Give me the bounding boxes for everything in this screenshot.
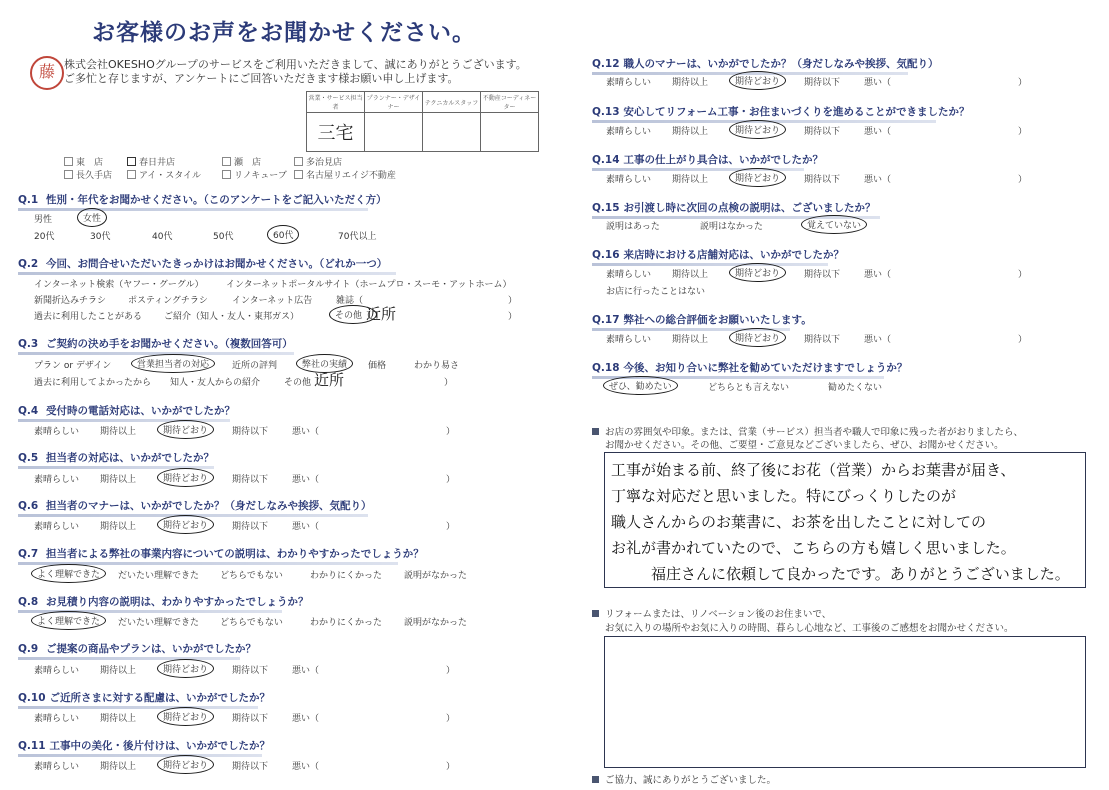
company-seal-stamp: 藤	[30, 56, 64, 90]
q5-option-bad[interactable]: 悪い（	[292, 475, 320, 485]
q10-option-above[interactable]: 期待以上	[100, 714, 137, 724]
q10-option-bad[interactable]: 悪い（	[292, 714, 320, 724]
q5-option-above[interactable]: 期待以上	[100, 475, 137, 485]
staff-header-sales: 営業・サービス担当者	[307, 92, 365, 113]
q17-paren-close: ）	[1018, 335, 1028, 345]
q14-option-below[interactable]: 期待以下	[804, 175, 841, 185]
q7-option-fully-understood-selected[interactable]: よく理解できた	[31, 564, 106, 583]
q3-option-sales-staff-selected[interactable]: 営業担当者の対応	[131, 354, 215, 373]
comment1-line: 福庄さんに依頼して良かったです。ありがとうございました。	[651, 565, 1070, 583]
q16-option-never-visited[interactable]: お店に行ったことはない	[606, 287, 706, 297]
checkmark-icon	[127, 157, 136, 166]
q3-option-used-before[interactable]: 過去に利用してよかったから	[34, 378, 152, 388]
square-bullet-icon	[592, 610, 599, 617]
square-bullet-icon	[592, 428, 599, 435]
q2-option-portal[interactable]: インターネットポータルサイト（ホームプロ・スーモ・アットホーム）	[226, 280, 512, 290]
q9-option-below[interactable]: 期待以下	[232, 666, 269, 676]
q1-option-40s[interactable]: 40代	[152, 232, 173, 242]
question-9: Q.9 ご提案の商品やプランは、いかがでしたか？	[18, 641, 240, 660]
q14-option-above[interactable]: 期待以上	[672, 175, 709, 185]
staff-value-realestate[interactable]	[481, 113, 539, 152]
q13-option-below[interactable]: 期待以下	[804, 127, 841, 137]
q7-option-no-explanation[interactable]: 説明がなかった	[404, 571, 468, 581]
q17-option-bad[interactable]: 悪い（	[864, 335, 892, 345]
q12-option-below[interactable]: 期待以下	[804, 78, 841, 88]
comment1-line: お礼が書かれていたので、こちらの方も嬉しく思いました。	[611, 539, 1016, 557]
q13-option-bad[interactable]: 悪い（	[864, 127, 892, 137]
q3-option-plan-design[interactable]: プラン or デザイン	[34, 361, 112, 371]
q12-option-excellent[interactable]: 素晴らしい	[606, 78, 652, 88]
q12-option-above[interactable]: 期待以上	[672, 78, 709, 88]
q1-option-female-selected[interactable]: 女性	[77, 208, 107, 227]
q14-paren-close: ）	[1018, 175, 1028, 185]
q1-option-70s-plus[interactable]: 70代以上	[338, 232, 377, 242]
q1-option-20s[interactable]: 20代	[34, 232, 55, 242]
q6-option-above[interactable]: 期待以上	[100, 522, 137, 532]
checkbox-icon	[222, 157, 231, 166]
q2-option-posting-flyer[interactable]: ポスティングチラシ	[128, 296, 208, 306]
q11-option-excellent[interactable]: 素晴らしい	[34, 762, 80, 772]
question-5: Q.5 担当者の対応は、いかがでしたか？	[18, 450, 214, 469]
q6-option-below[interactable]: 期待以下	[232, 522, 269, 532]
q1-option-30s[interactable]: 30代	[90, 232, 111, 242]
checkbox-icon	[294, 157, 303, 166]
q2-option-used-before[interactable]: 過去に利用したことがある	[34, 312, 143, 322]
comment1-textarea[interactable]	[604, 452, 1086, 588]
q15-option-not-explained[interactable]: 説明はなかった	[700, 222, 764, 232]
q8-option-no-explanation[interactable]: 説明がなかった	[404, 618, 468, 628]
q11-option-below[interactable]: 期待以下	[232, 762, 269, 772]
q16-option-excellent[interactable]: 素晴らしい	[606, 270, 652, 280]
q11-option-bad[interactable]: 悪い（	[292, 762, 320, 772]
q5-option-as-expected-selected[interactable]: 期待どおり	[157, 468, 214, 487]
comment2-heading-line-1: リフォームまたは、リノベーション後のお住まいで、	[592, 606, 831, 620]
checkbox-icon	[127, 170, 136, 179]
shop-checkbox-tajimi[interactable]: 多治見店	[294, 155, 342, 168]
q2-option-search[interactable]: インターネット検索（ヤフー・グーグル）	[34, 280, 204, 290]
q1-option-50s[interactable]: 50代	[213, 232, 234, 242]
q16-paren-close: ）	[1018, 270, 1028, 280]
comment2-textarea[interactable]	[604, 636, 1086, 768]
question-12: Q.12 職人のマナーは、いかがでしたか？（身だしなみや挨拶、気配り）	[592, 56, 908, 75]
comment1-line: 工事が始まる前、終了後にお花（営業）からお葉書が届き、	[611, 461, 1016, 479]
q14-option-as-expected-selected[interactable]: 期待どおり	[729, 168, 786, 187]
q3-option-clarity[interactable]: わかり易さ	[414, 361, 460, 371]
q1-option-male[interactable]: 男性	[34, 215, 53, 225]
page-title: お客様のお声をお聞かせください。	[92, 20, 476, 46]
checkbox-icon	[294, 170, 303, 179]
staff-value-planner[interactable]	[365, 113, 423, 152]
question-8: Q.8 お見積り内容の説明は、わかりやすかったでしょうか？	[18, 594, 282, 613]
question-6: Q.6 担当者のマナーは、いかがでしたか？（身だしなみや挨拶、気配り）	[18, 498, 368, 517]
q2-paren-close: ）	[508, 296, 518, 306]
q15-option-dont-remember-selected[interactable]: 覚えていない	[801, 215, 867, 234]
q3-option-price[interactable]: 価格	[368, 361, 387, 371]
q18-option-neutral[interactable]: どちらとも言えない	[708, 383, 790, 393]
question-16: Q.16 来店時における店舗対応は、いかがでしたか？	[592, 247, 828, 266]
q16-option-as-expected-selected[interactable]: 期待どおり	[729, 263, 786, 282]
shop-checkbox-kasugai[interactable]: 春日井店	[127, 155, 175, 168]
checkbox-icon	[222, 170, 231, 179]
q10-option-below[interactable]: 期待以下	[232, 714, 269, 724]
q18-option-definitely-recommend-selected[interactable]: ぜひ、勧めたい	[603, 376, 678, 395]
q6-option-excellent[interactable]: 素晴らしい	[34, 522, 80, 532]
intro-line-1: 株式会社OKESHOグループのサービスをご利用いただきまして、誠にありがとうございます。	[64, 58, 527, 71]
comment1-heading-line-1: お店の雰囲気や印象。または、営業（サービス）担当者や職人で印象に残った者がおりましたら、	[592, 424, 1023, 438]
shop-checkbox-nagakute[interactable]: 長久手店	[64, 168, 112, 181]
staff-value-technical[interactable]	[423, 113, 481, 152]
checkbox-icon	[64, 170, 73, 179]
q7-option-mostly[interactable]: だいたい理解できた	[118, 571, 200, 581]
q5-option-below[interactable]: 期待以下	[232, 475, 269, 485]
question-3: Q.3 ご契約の決め手をお聞かせください。（複数回答可）	[18, 336, 294, 355]
intro-line-2: ご多忙と存じますが、アンケートにご回答いただきます様お願い申し上げます。	[64, 72, 459, 85]
q2-option-magazine[interactable]: 雑誌（	[336, 296, 364, 306]
q12-paren-close: ）	[1018, 78, 1028, 88]
q6-option-as-expected-selected[interactable]: 期待どおり	[157, 515, 214, 534]
q12-option-bad[interactable]: 悪い（	[864, 78, 892, 88]
q4-option-bad[interactable]: 悪い（	[292, 427, 320, 437]
q1-option-60s-selected[interactable]: 60代	[267, 225, 299, 244]
staff-table	[306, 91, 539, 152]
comment1-line: 丁寧な対応だと思いました。特にびっくりしたのが	[611, 487, 957, 505]
q16-option-above[interactable]: 期待以上	[672, 270, 709, 280]
q11-option-as-expected-selected[interactable]: 期待どおり	[157, 755, 214, 774]
checkbox-icon	[64, 157, 73, 166]
shop-checkbox-nagoya-reage[interactable]: 名古屋リエイジ不動産	[294, 168, 396, 181]
q17-option-as-expected-selected[interactable]: 期待どおり	[729, 328, 786, 347]
q10-paren-close: ）	[446, 714, 456, 724]
q11-option-above[interactable]: 期待以上	[100, 762, 137, 772]
q13-option-excellent[interactable]: 素晴らしい	[606, 127, 652, 137]
q13-option-above[interactable]: 期待以上	[672, 127, 709, 137]
q16-option-bad[interactable]: 悪い（	[864, 270, 892, 280]
q8-option-mostly[interactable]: だいたい理解できた	[118, 618, 200, 628]
q10-option-excellent[interactable]: 素晴らしい	[34, 714, 80, 724]
staff-value-sales[interactable]: 三宅	[307, 113, 365, 152]
shop-checkbox-istyle[interactable]: アイ・スタイル	[127, 168, 201, 181]
q8-option-unclear[interactable]: わかりにくかった	[310, 618, 383, 628]
q3-option-track-record-selected[interactable]: 弊社の実績	[296, 354, 353, 373]
question-4: Q.4 受付時の電話対応は、いかがでしたか？	[18, 403, 230, 422]
q8-option-neutral[interactable]: どちらでもない	[220, 618, 283, 628]
q9-option-excellent[interactable]: 素晴らしい	[34, 666, 80, 676]
q17-option-below[interactable]: 期待以下	[804, 335, 841, 345]
question-13: Q.13 安心してリフォーム工事・お住まいづくりを進めることができましたか？	[592, 104, 936, 123]
q4-option-below[interactable]: 期待以下	[232, 427, 269, 437]
q7-option-neutral[interactable]: どちらでもない	[220, 571, 283, 581]
q16-option-below[interactable]: 期待以下	[804, 270, 841, 280]
question-14: Q.14 工事の仕上がり具合は、いかがでしたか？	[592, 152, 804, 171]
q7-option-unclear[interactable]: わかりにくかった	[310, 571, 383, 581]
q13-option-as-expected-selected[interactable]: 期待どおり	[729, 120, 786, 139]
q9-paren-close: ）	[446, 666, 456, 676]
q2-option-newspaper-flyer[interactable]: 新聞折込みチラシ	[34, 296, 107, 306]
q4-paren-close: ）	[446, 427, 456, 437]
question-11: Q.11 工事中の美化・後片付けは、いかがでしたか？	[18, 738, 262, 757]
q2-paren-close-2: ）	[508, 312, 518, 322]
q6-paren-close: ）	[446, 522, 456, 532]
shop-checkbox-higashi[interactable]: 東 店	[64, 155, 103, 168]
q14-option-excellent[interactable]: 素晴らしい	[606, 175, 652, 185]
q14-option-bad[interactable]: 悪い（	[864, 175, 892, 185]
q5-paren-close: ）	[446, 475, 456, 485]
q17-option-excellent[interactable]: 素晴らしい	[606, 335, 652, 345]
shop-checkbox-seto[interactable]: 瀬 店	[222, 155, 261, 168]
comment2-heading-line-2: お気に入りの場所やお気に入りの時間、暮らし心地など、工事後のご感想をお聞かせください。	[605, 623, 1014, 634]
q12-option-as-expected-selected[interactable]: 期待どおり	[729, 71, 786, 90]
q3-option-friend-referral[interactable]: 知人・友人からの紹介	[170, 378, 261, 388]
staff-header-technical: テクニカルスタッフ	[423, 92, 481, 113]
comment1-heading-line-2: お聞かせください。その他、ご要望・ご意見などございましたら、ぜひ、お聞かせください。	[605, 440, 1004, 451]
q11-paren-close: ）	[446, 762, 456, 772]
q5-option-excellent[interactable]: 素晴らしい	[34, 475, 80, 485]
q3-option-reputation[interactable]: 近所の評判	[232, 361, 278, 371]
square-bullet-icon	[592, 776, 599, 783]
comment1-line: 職人さんからのお葉書に、お茶を出したことに対しての	[611, 513, 987, 531]
q2-handwritten-answer: 近所	[366, 305, 397, 323]
q13-paren-close: ）	[1018, 127, 1028, 137]
q3-option-other[interactable]: その他（	[284, 378, 321, 388]
q9-option-as-expected-selected[interactable]: 期待どおり	[157, 659, 214, 678]
question-17: Q.17 弊社への総合評価をお願いいたします。	[592, 312, 790, 331]
q15-option-explained[interactable]: 説明はあった	[606, 222, 660, 232]
q2-option-referral[interactable]: ご紹介（知人・友人・東邦ガス）	[164, 312, 300, 322]
q17-option-above[interactable]: 期待以上	[672, 335, 709, 345]
q8-option-fully-understood-selected[interactable]: よく理解できた	[31, 611, 106, 630]
staff-header-realestate: 不動産コーディネーター	[481, 92, 539, 113]
q6-option-bad[interactable]: 悪い（	[292, 522, 320, 532]
q4-option-excellent[interactable]: 素晴らしい	[34, 427, 80, 437]
q4-option-above[interactable]: 期待以上	[100, 427, 137, 437]
q9-option-bad[interactable]: 悪い（	[292, 666, 320, 676]
q3-paren-close: ）	[444, 378, 454, 388]
q2-option-other-selected[interactable]: その他（	[329, 305, 377, 324]
question-1: Q.1 性別・年代をお聞かせください。（このアンケートをご記入いただく方）	[18, 192, 368, 211]
q18-option-not-recommend[interactable]: 勧めたくない	[828, 383, 883, 393]
q10-option-as-expected-selected[interactable]: 期待どおり	[157, 707, 214, 726]
staff-header-planner: プランナー・デザイナー	[365, 92, 423, 113]
q2-option-internet-ad[interactable]: インターネット広告	[232, 296, 313, 306]
question-7: Q.7 担当者による弊社の事業内容についての説明は、わかりやすかったでしょうか？	[18, 546, 398, 565]
question-18: Q.18 今後、お知り合いに弊社を勧めていただけますでしょうか？	[592, 360, 884, 379]
shop-checkbox-renocube[interactable]: リノキューブ	[222, 168, 287, 181]
question-2: Q.2 今回、お問合せいただいたきっかけはお聞かせください。（どれか一つ）	[18, 256, 396, 275]
q3-handwritten-answer: 近所	[314, 371, 345, 389]
q9-option-above[interactable]: 期待以上	[100, 666, 137, 676]
footer-thanks: ご協力、誠にありがとうございました。	[592, 772, 776, 786]
question-15: Q.15 お引渡し時に次回の点検の説明は、ございましたか？	[592, 200, 880, 219]
q4-option-as-expected-selected[interactable]: 期待どおり	[157, 420, 214, 439]
question-10: Q.10 ご近所さまに対する配慮は、いかがでしたか？	[18, 690, 258, 709]
